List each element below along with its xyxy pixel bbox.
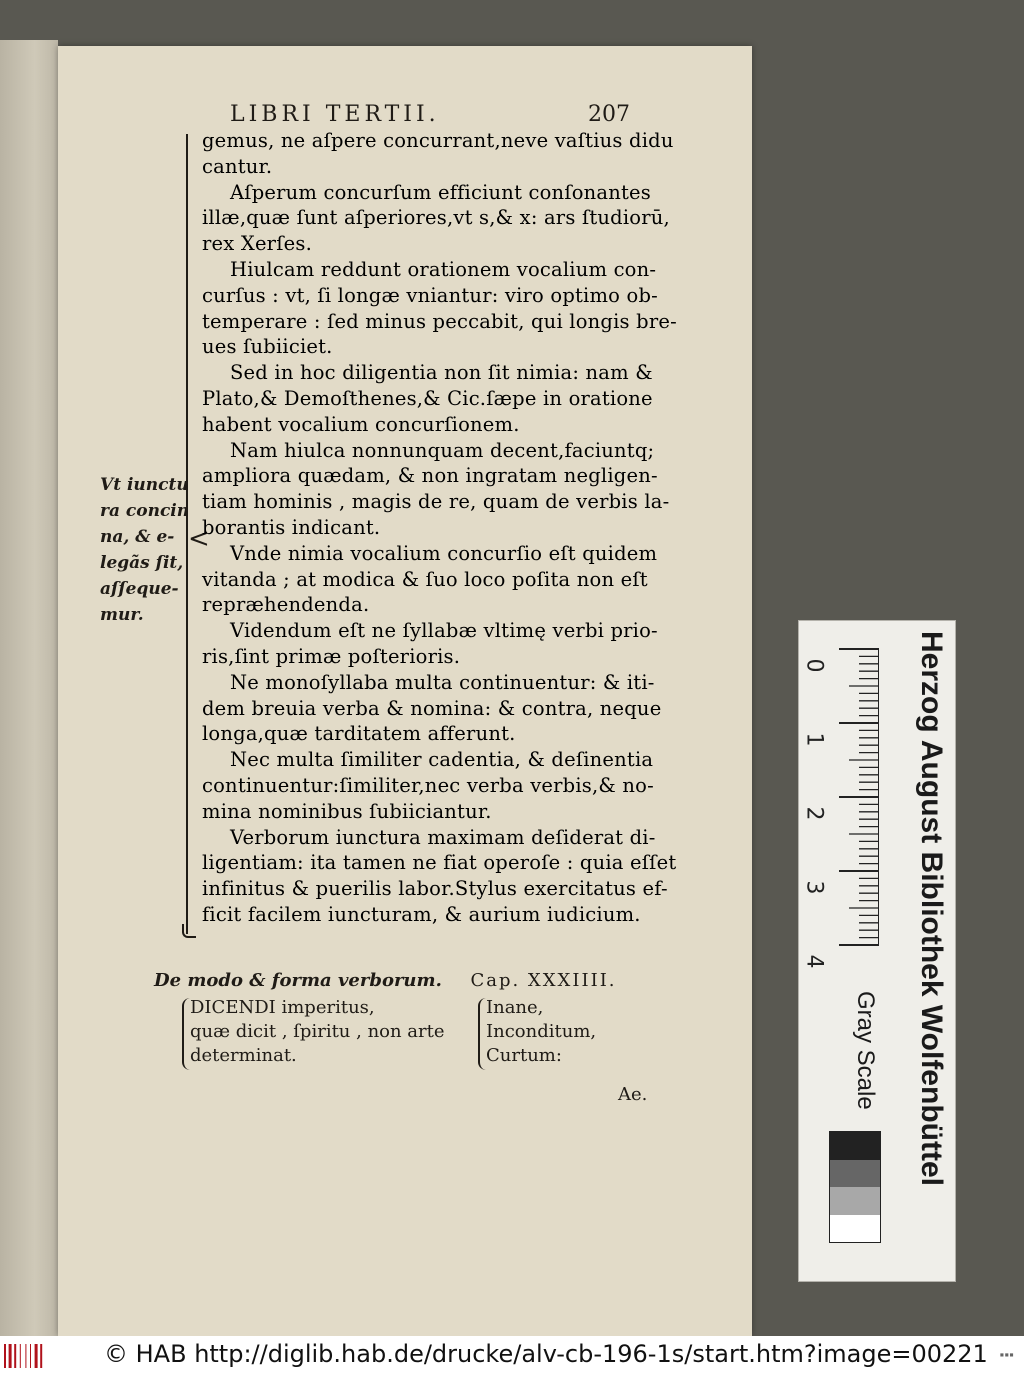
gray-scale-label-text: Gray Scale xyxy=(852,991,879,1110)
text-line: Ne monoſyllaba multa continuentur: & iti- xyxy=(230,670,655,694)
text-line: rex Xerſes. xyxy=(202,232,312,256)
logo-bar xyxy=(25,1344,26,1368)
text-line: ris,ſint primæ poſterioris. xyxy=(202,644,461,668)
gray-swatch xyxy=(830,1215,880,1243)
margin-note xyxy=(100,472,189,628)
margin-brace: < xyxy=(188,524,210,554)
footer-bar xyxy=(0,1336,1024,1376)
margin-note-line: na, & e- xyxy=(100,527,175,547)
main-text xyxy=(202,128,677,928)
scale-title xyxy=(903,631,949,1261)
text-line: ligentiam: ita tamen ne fiat operoſe : quia eſſet xyxy=(202,851,677,875)
hab-barcode-logo-icon xyxy=(4,1342,48,1370)
text-line: borantis indicant. xyxy=(202,515,381,539)
adjacent-page-edge xyxy=(0,40,58,1336)
text-bracket-foot xyxy=(182,924,196,938)
text-line: curſus : vt, ſi longæ vniantur: viro optimo ob- xyxy=(202,283,658,307)
logo-bar xyxy=(14,1344,16,1368)
table-cell: DICENDI imperitus, xyxy=(190,997,375,1018)
table-cell: Inconditum, xyxy=(486,1021,597,1042)
text-line: Aſperum concurſum efficiunt conſonantes xyxy=(230,180,652,204)
adjacent-page-text-fragments xyxy=(0,510,20,690)
text-line: ampliora quædam, & non ingratam negligen- xyxy=(202,464,658,488)
running-head: LIBRI TERTII. xyxy=(230,102,440,127)
text-line: Plato,& Demoſthenes,& Cic.ſæpe in oratione xyxy=(202,386,653,410)
gray-swatch xyxy=(830,1132,880,1160)
text-line: Hiulcam reddunt orationem vocalium con- xyxy=(230,257,657,281)
gray-swatches xyxy=(829,1131,881,1243)
table-right-column xyxy=(486,996,596,1068)
ruler-digit: 2 xyxy=(801,806,827,821)
margin-note-line: ra concin xyxy=(100,501,190,521)
footer-mark: ▪▪▪ xyxy=(999,1350,1014,1359)
page-number: 207 xyxy=(588,102,630,127)
ruler-digit: 4 xyxy=(801,954,827,969)
text-line: dem breuia verba & nomina: & contra, neque xyxy=(202,696,662,720)
table-cell: Inane, xyxy=(486,997,544,1018)
table-cell: quæ dicit , ſpiritu , non arte xyxy=(190,1021,445,1042)
chapter-title: De modo & forma verborum. xyxy=(154,970,442,991)
table-cell: Curtum: xyxy=(486,1045,562,1066)
ruler-digits xyxy=(801,658,833,979)
text-line: infinitus & puerilis labor.Stylus exercitatus ef- xyxy=(202,877,668,901)
text-line: repræhendenda. xyxy=(202,593,370,617)
color-scale-card xyxy=(798,620,956,1282)
table-left-column xyxy=(190,996,445,1068)
text-line: habent vocalium concurſionem. xyxy=(202,412,520,436)
text-line: continuentur:ſimiliter,nec verba verbis,& no- xyxy=(202,773,654,797)
logo-bar xyxy=(20,1344,21,1368)
text-line: Nam hiulca nonnunquam decent,faciuntq; xyxy=(230,438,655,462)
ruler-ticks xyxy=(835,641,879,961)
logo-bar xyxy=(40,1344,42,1368)
gray-swatch xyxy=(830,1187,880,1215)
ruler-digit: 3 xyxy=(801,880,827,895)
text-line: illæ,quæ ſunt aſperiores,vt s,& x: ars ſtudiorū, xyxy=(202,206,670,230)
table-cell: determinat. xyxy=(190,1045,297,1066)
margin-note-line: aſſeque- xyxy=(100,579,179,599)
margin-note-line: Vt iunctu xyxy=(100,475,189,495)
chapter-heading xyxy=(154,970,617,991)
catchword: Ae. xyxy=(618,1084,648,1105)
book-page xyxy=(58,46,752,1336)
text-line: ficit facilem iuncturam, & aurium iudicium. xyxy=(202,902,641,926)
logo-bar xyxy=(30,1344,31,1368)
gray-swatch xyxy=(830,1160,880,1188)
logo-bar xyxy=(9,1344,12,1368)
text-line: cantur. xyxy=(202,154,273,178)
text-line: Nec multa ſimiliter cadentia, & deſinentia xyxy=(230,748,654,772)
ruler-digit: 1 xyxy=(801,732,827,747)
logo-bar xyxy=(4,1344,6,1368)
text-line: Sed in hoc diligentia non ſit nimia: nam & xyxy=(230,361,653,385)
margin-note-line: mur. xyxy=(100,605,144,625)
scale-title-text: Herzog August Bibliothek Wolfenbüttel xyxy=(915,631,948,1186)
chapter-number: Cap. XXXIIII. xyxy=(470,970,617,991)
text-line: longa,quæ tarditatem afferunt. xyxy=(202,722,516,746)
text-line: Verborum iunctura maximam deſiderat di- xyxy=(230,825,656,849)
text-line: Vnde nimia vocalium concurſio eſt quidem xyxy=(230,541,658,565)
text-line: Videndum eſt ne ſyllabæ vltimę verbi prio- xyxy=(230,619,658,643)
text-line: vitanda ; at modica & ſuo loco poſita non eſt xyxy=(202,567,648,591)
text-line: gemus, ne aſpere concurrant,neve vaſtius didu xyxy=(202,129,674,152)
ruler-digit: 0 xyxy=(801,658,827,673)
text-line: ues ſubiiciet. xyxy=(202,335,333,359)
logo-bar xyxy=(35,1344,38,1368)
margin-note-line: legãs ſit, xyxy=(100,553,184,573)
text-line: mina nominibus ſubiiciantur. xyxy=(202,799,492,823)
footer-url: © HAB http://diglib.hab.de/drucke/alv-cb-196-1s/start.htm?image=00221 xyxy=(104,1340,988,1368)
gray-scale-label xyxy=(853,991,883,1111)
text-line: temperare : ſed minus peccabit, qui longis bre- xyxy=(202,309,677,333)
text-line: tiam hominis , magis de re, quam de verbis la- xyxy=(202,490,670,514)
